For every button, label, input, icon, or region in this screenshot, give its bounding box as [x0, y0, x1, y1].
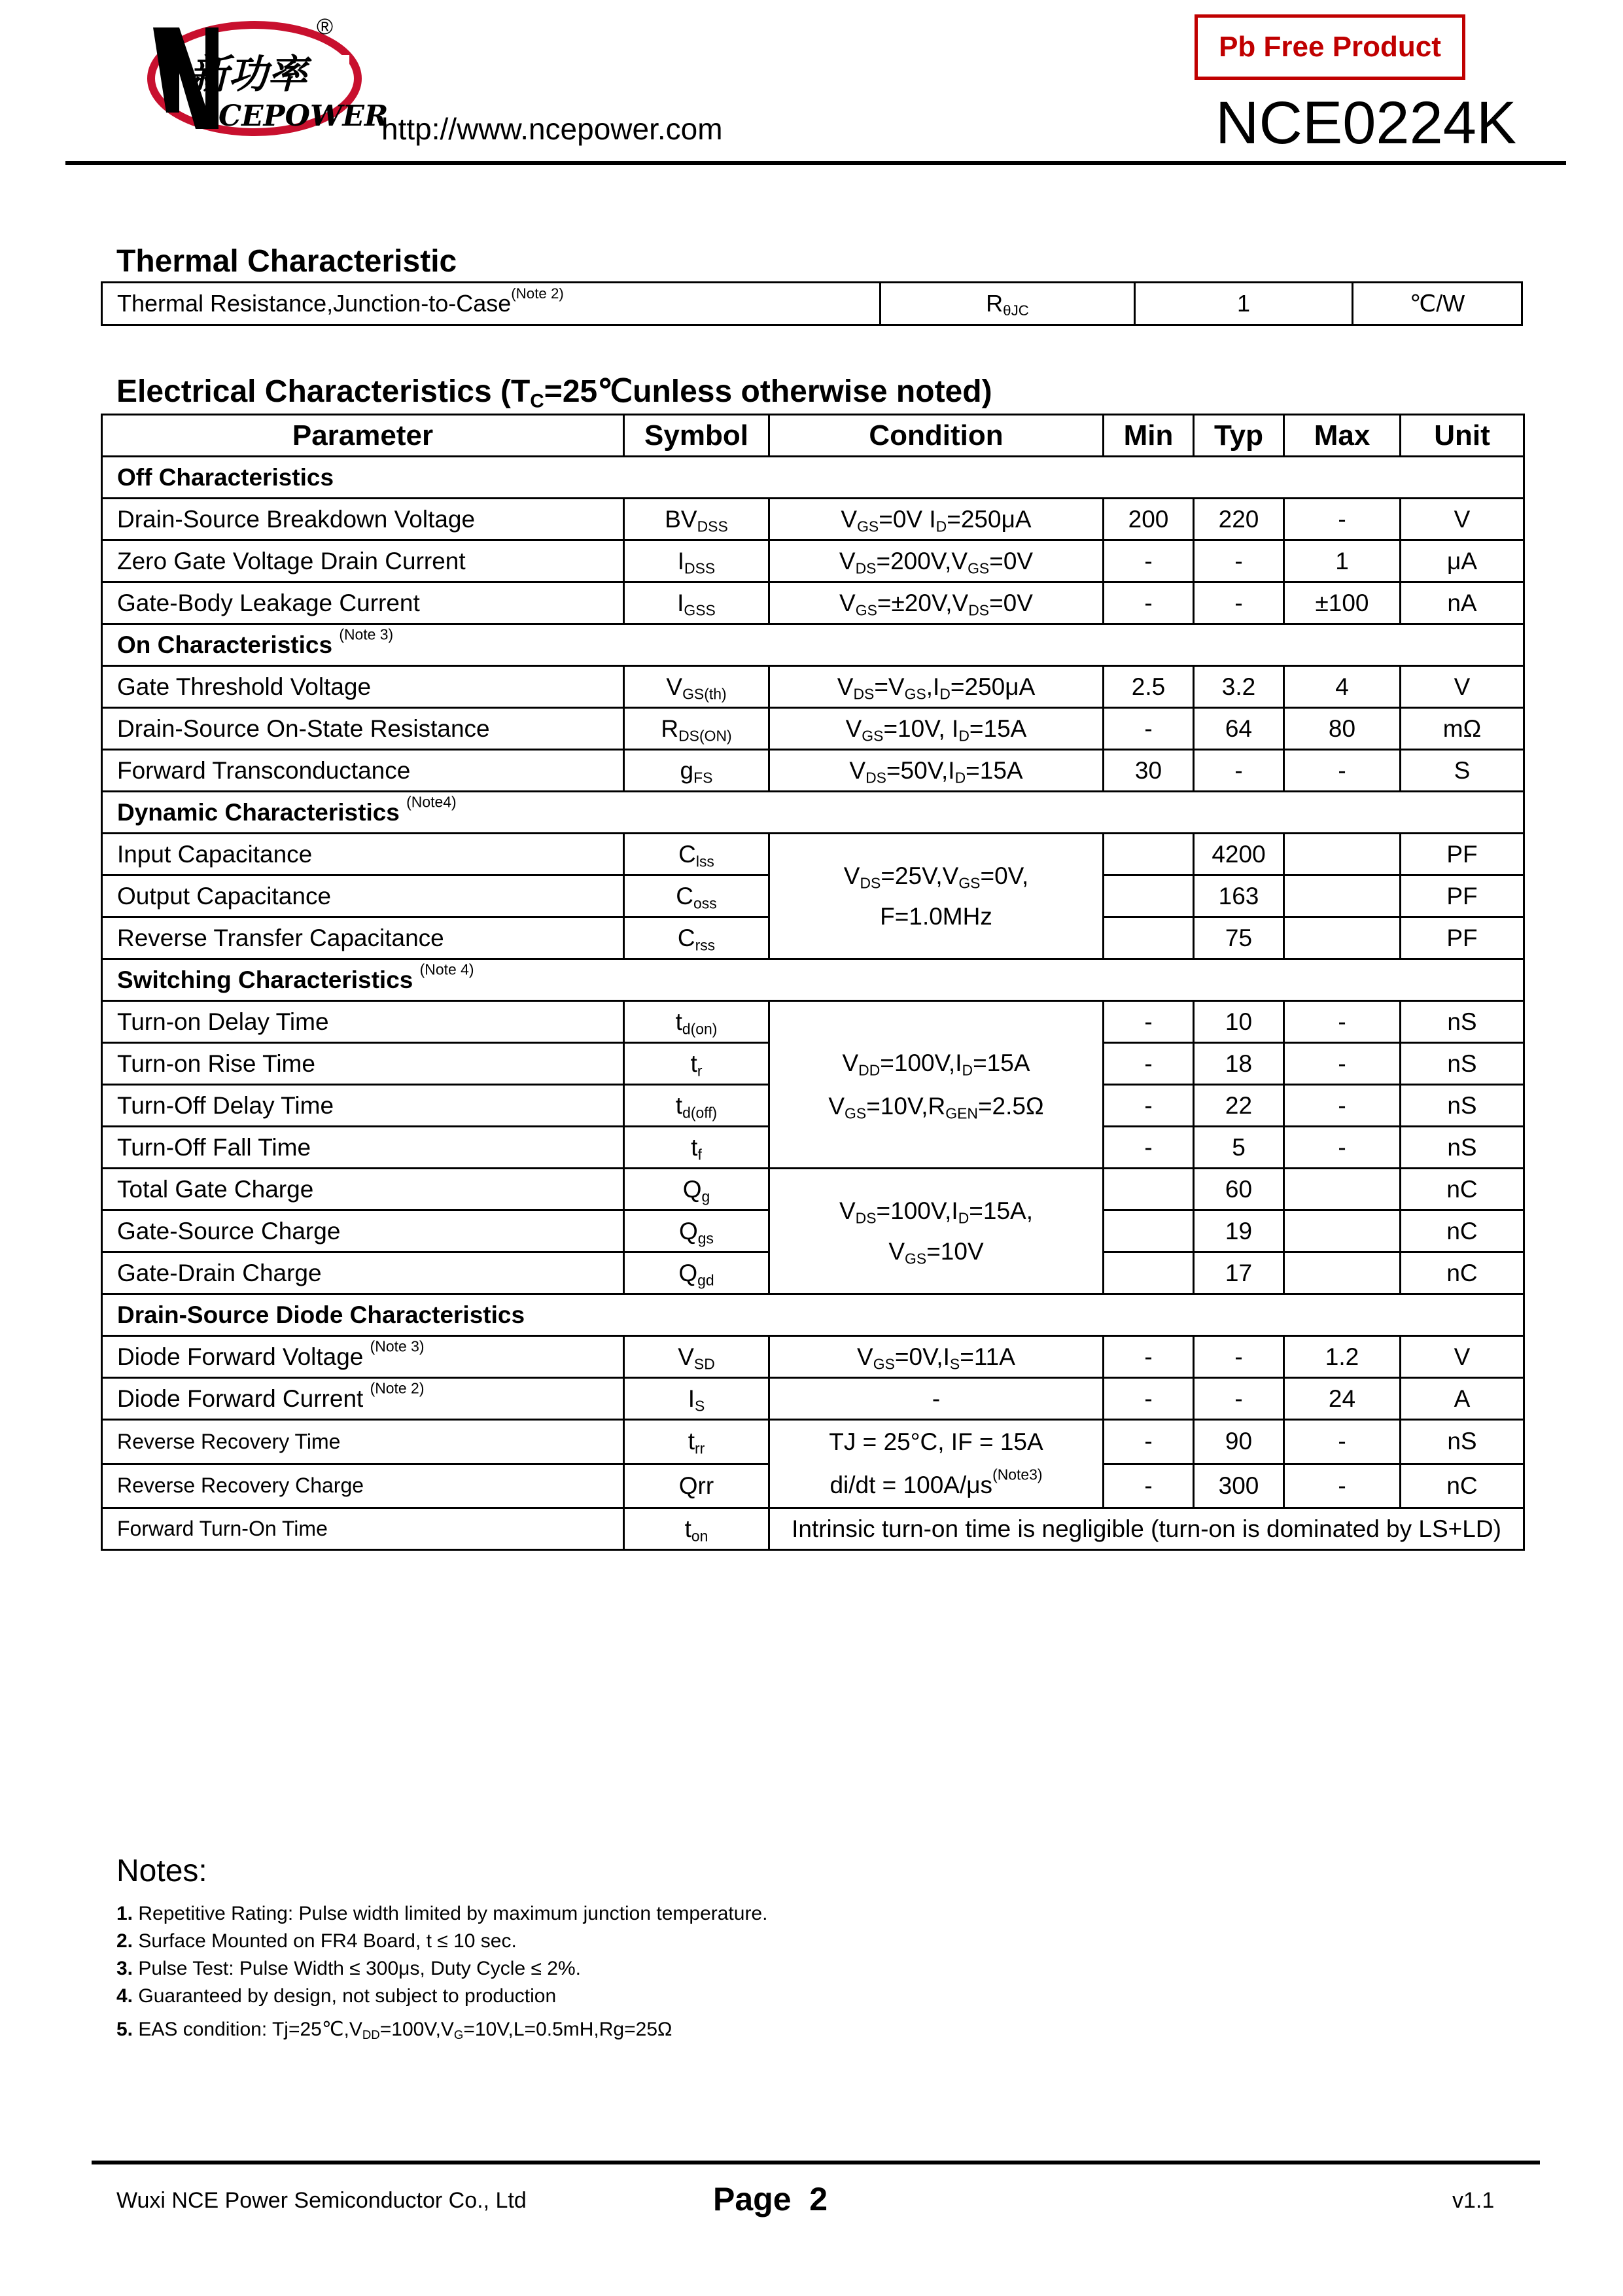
section-row: [102, 1294, 1524, 1336]
table-row: [102, 540, 1524, 582]
symbol-text: I: [677, 547, 685, 574]
param-text: Diode Forward Current: [117, 1385, 364, 1412]
max-cell: [1284, 1210, 1401, 1252]
param-cell: Drain-Source On-State Resistance: [102, 708, 624, 750]
symbol-sub: g: [701, 1187, 710, 1205]
symbol-cell: [624, 917, 769, 959]
section-label: [102, 959, 1524, 1001]
unit-cell: A: [1401, 1378, 1524, 1420]
condition-cell: $V_{DS}=V_{GS},I_D=250\mu A$: [769, 666, 1104, 708]
symbol-text: V: [678, 1343, 694, 1370]
symbol-sub: GSS: [684, 601, 716, 618]
note-text: Pulse Test: Pulse Width ≤ 300μs, Duty Cycle ≤ 2%.: [138, 1958, 581, 1979]
max-cell: [1284, 917, 1401, 959]
unit-cell: nC: [1401, 1464, 1524, 1508]
symbol-cell: [624, 1252, 769, 1294]
note-text: =10V,L=0.5mH,Rg=25Ω: [463, 2019, 672, 2040]
table-row: [102, 1508, 1524, 1550]
max-cell: 1: [1284, 540, 1401, 582]
param-cell: Turn-on Rise Time: [102, 1043, 624, 1085]
unit-cell: S: [1401, 750, 1524, 792]
typ-cell: 3.2: [1194, 666, 1284, 708]
note-text: EAS condition: Tj=25℃,V: [138, 2019, 362, 2040]
col-header: Unit: [1401, 415, 1524, 457]
unit-cell: mΩ: [1401, 708, 1524, 750]
section-text: On Characteristics: [117, 631, 333, 658]
param-cell: Gate-Drain Charge: [102, 1252, 624, 1294]
symbol-text: t: [675, 1091, 683, 1119]
part-number: NCE0224K: [1215, 90, 1517, 156]
symbol-cell: [624, 875, 769, 917]
typ-cell: 220: [1194, 499, 1284, 540]
param-cell: Turn-Off Delay Time: [102, 1085, 624, 1127]
param-cell: Forward Transconductance: [102, 750, 624, 792]
param-cell: [102, 1378, 624, 1420]
typ-cell: 17: [1194, 1252, 1284, 1294]
max-cell: [1284, 1252, 1401, 1294]
min-cell: -: [1104, 708, 1194, 750]
param-cell: Reverse Recovery Charge: [102, 1464, 624, 1508]
header-rule: [65, 161, 1566, 165]
thermal-param: [102, 283, 881, 325]
min-cell: -: [1104, 1420, 1194, 1464]
param-cell: Drain-Source Breakdown Voltage: [102, 499, 624, 540]
col-header: Typ: [1194, 415, 1284, 457]
max-cell: 1.2: [1284, 1336, 1401, 1378]
max-cell: -: [1284, 1464, 1401, 1508]
max-cell: -: [1284, 1420, 1401, 1464]
symbol-sub: r: [697, 1061, 703, 1079]
table-row: [102, 1420, 1524, 1464]
symbol-sub: DS(ON): [678, 726, 732, 744]
typ-cell: 300: [1194, 1464, 1284, 1508]
symbol-text: Q: [682, 1175, 702, 1203]
min-cell: [1104, 834, 1194, 875]
notes-title: Notes:: [116, 1854, 207, 1888]
symbol-text: V: [666, 673, 683, 700]
condition-cell: $V_{GS}=\pm 20V,V_{DS}=0V$: [769, 582, 1104, 624]
symbol-cell: [624, 750, 769, 792]
symbol-cell: [624, 666, 769, 708]
section-text: Switching Characteristics: [117, 966, 413, 993]
note-num: 1.: [116, 1903, 133, 1924]
symbol-sub: S: [694, 1396, 705, 1414]
website-url[interactable]: http://www.ncepower.com: [381, 112, 723, 146]
typ-cell: 18: [1194, 1043, 1284, 1085]
symbol-cell: [624, 1043, 769, 1085]
unit-cell: nC: [1401, 1169, 1524, 1210]
col-header: Condition: [769, 415, 1104, 457]
symbol-sub: θJC: [1003, 302, 1029, 319]
thermal-value: 1: [1135, 283, 1353, 325]
col-header: Max: [1284, 415, 1401, 457]
note-text: Surface Mounted on FR4 Board, t ≤ 10 sec.: [138, 1930, 517, 1952]
symbol-sub: SD: [693, 1354, 715, 1372]
title-part: =25℃unless otherwise noted): [544, 374, 992, 409]
min-cell: [1104, 875, 1194, 917]
min-cell: -: [1104, 1464, 1194, 1508]
table-row: [102, 666, 1524, 708]
symbol-sub: d(on): [682, 1019, 718, 1037]
section-label: [102, 624, 1524, 666]
symbol-cell: [624, 1001, 769, 1043]
note-item: [116, 2018, 672, 2041]
note-text: =100V,V: [379, 2019, 454, 2040]
note-ref: (Note4): [406, 792, 457, 810]
symbol-cell: [624, 540, 769, 582]
symbol-cell: [624, 1336, 769, 1378]
symbol-text: BV: [665, 505, 697, 533]
typ-cell: -: [1194, 582, 1284, 624]
section-row: [102, 457, 1524, 499]
symbol-text: t: [688, 1428, 695, 1455]
unit-cell: nC: [1401, 1210, 1524, 1252]
max-cell: [1284, 1169, 1401, 1210]
unit-cell: nS: [1401, 1127, 1524, 1169]
note-text: Repetitive Rating: Pulse width limited by maximum junction temperature.: [138, 1903, 768, 1924]
version-label: v1.1: [1452, 2188, 1495, 2213]
typ-cell: 90: [1194, 1420, 1284, 1464]
unit-cell: nS: [1401, 1001, 1524, 1043]
typ-cell: 163: [1194, 875, 1284, 917]
symbol-sub: on: [691, 1527, 708, 1544]
section-label: [102, 792, 1524, 834]
max-cell: 24: [1284, 1378, 1401, 1420]
symbol-sub: d(off): [682, 1103, 718, 1121]
min-cell: -: [1104, 1127, 1194, 1169]
symbol-sub: DSS: [697, 517, 728, 535]
table-row: [102, 582, 1524, 624]
page-number: Page 2: [713, 2181, 828, 2217]
max-cell: 4: [1284, 666, 1401, 708]
table-row: [102, 834, 1524, 875]
section-text: Dynamic Characteristics: [117, 798, 400, 826]
title-sub: C: [530, 390, 544, 412]
unit-cell: nA: [1401, 582, 1524, 624]
note-item: [116, 1958, 581, 1980]
unit-cell: nS: [1401, 1420, 1524, 1464]
min-cell: -: [1104, 1043, 1194, 1085]
note-item: [116, 1930, 517, 1952]
min-cell: -: [1104, 1378, 1194, 1420]
table-row: [102, 499, 1524, 540]
typ-cell: -: [1194, 540, 1284, 582]
symbol-text: C: [678, 840, 696, 868]
unit-cell: PF: [1401, 834, 1524, 875]
section-label: [102, 1294, 1524, 1336]
param-cell: Reverse Transfer Capacitance: [102, 917, 624, 959]
note-ref: (Note 2): [370, 1379, 425, 1396]
param-cell: Gate-Body Leakage Current: [102, 582, 624, 624]
symbol-cell: [624, 1508, 769, 1550]
typ-cell: 60: [1194, 1169, 1284, 1210]
col-header: Parameter: [102, 415, 624, 457]
symbol-text: C: [676, 882, 694, 910]
table-header-row: [102, 415, 1524, 457]
symbol-text: t: [690, 1050, 697, 1077]
max-cell: -: [1284, 499, 1401, 540]
table-row: [102, 1169, 1524, 1210]
table-row: [102, 750, 1524, 792]
max-cell: -: [1284, 1043, 1401, 1085]
param-text: Diode Forward Voltage: [117, 1343, 364, 1370]
min-cell: 200: [1104, 499, 1194, 540]
typ-cell: 10: [1194, 1001, 1284, 1043]
symbol-cell: [624, 1169, 769, 1210]
note-item: [116, 1985, 556, 2007]
symbol-sub: oss: [693, 894, 717, 911]
symbol-text: Q: [678, 1217, 698, 1245]
symbol-sub: rss: [695, 936, 716, 953]
max-cell: ±100: [1284, 582, 1401, 624]
param-cell: Zero Gate Voltage Drain Current: [102, 540, 624, 582]
section-text: Drain-Source Diode Characteristics: [117, 1301, 525, 1328]
min-cell: -: [1104, 582, 1194, 624]
condition-cell: $V_{GS}=10V$, $I_D=15A$: [769, 708, 1104, 750]
section-row: [102, 624, 1524, 666]
symbol-sub: f: [697, 1145, 702, 1163]
symbol-cell: [624, 1378, 769, 1420]
param-cell: Output Capacitance: [102, 875, 624, 917]
thermal-unit: ℃/W: [1353, 283, 1522, 325]
note-num: 4.: [116, 1985, 133, 2007]
table-row: [102, 708, 1524, 750]
note-item: [116, 1903, 767, 1925]
param-cell: Gate-Source Charge: [102, 1210, 624, 1252]
table-row: [102, 1001, 1524, 1043]
symbol-sub: gs: [697, 1229, 714, 1246]
table-row: [102, 1336, 1524, 1378]
symbol-text: I: [677, 589, 684, 616]
unit-cell: PF: [1401, 875, 1524, 917]
section-label: [102, 457, 1524, 499]
symbol-sub: rr: [695, 1439, 705, 1457]
max-cell: -: [1284, 1001, 1401, 1043]
unit-cell: V: [1401, 1336, 1524, 1378]
thermal-title: Thermal Characteristic: [116, 244, 457, 279]
symbol-text: R: [986, 290, 1003, 317]
min-cell: 30: [1104, 750, 1194, 792]
note-num: 5.: [116, 2019, 133, 2040]
note-ref: (Note 3): [370, 1337, 425, 1354]
electrical-title: [116, 373, 992, 410]
unit-cell: nS: [1401, 1085, 1524, 1127]
param-text: Thermal Resistance,Junction-to-Case: [117, 290, 512, 317]
unit-cell: μA: [1401, 540, 1524, 582]
col-header: Symbol: [624, 415, 769, 457]
symbol-sub: DSS: [684, 559, 716, 576]
min-cell: -: [1104, 1085, 1194, 1127]
symbol-cell: [624, 1085, 769, 1127]
symbol-text: R: [661, 715, 679, 742]
note-text: Guaranteed by design, not subject to production: [138, 1985, 557, 2007]
unit-cell: nS: [1401, 1043, 1524, 1085]
unit-cell: PF: [1401, 917, 1524, 959]
note-num: 3.: [116, 1958, 133, 1979]
symbol-text: t: [684, 1515, 691, 1542]
symbol-text: I: [688, 1385, 695, 1412]
note-sub: G: [453, 2028, 464, 2042]
min-cell: -: [1104, 1336, 1194, 1378]
param-cell: Turn-Off Fall Time: [102, 1127, 624, 1169]
thermal-table: [101, 281, 1523, 326]
condition-cell: $V_{DS}=200V,V_{GS}=0V$: [769, 540, 1104, 582]
thermal-symbol: [881, 283, 1135, 325]
symbol-sub: lss: [695, 852, 714, 870]
param-cell: Forward Turn-On Time: [102, 1508, 624, 1550]
condition-cell: $V_{GS}=0V$ $I_D=250\mu A$: [769, 499, 1104, 540]
typ-cell: 19: [1194, 1210, 1284, 1252]
typ-cell: 64: [1194, 708, 1284, 750]
param-cell: Reverse Recovery Time: [102, 1420, 624, 1464]
logo-en-text: CEPOWER: [218, 99, 389, 133]
condition-cell: $V_{DS}=25V,V_{GS}=0V$, F=1.0MHz: [769, 834, 1104, 959]
typ-cell: -: [1194, 1336, 1284, 1378]
note-num: 2.: [116, 1930, 133, 1952]
symbol-text: t: [691, 1133, 698, 1161]
param-cell: Gate Threshold Voltage: [102, 666, 624, 708]
col-header: Min: [1104, 415, 1194, 457]
pb-free-badge: Pb Free Product: [1195, 14, 1465, 80]
symbol-text: t: [675, 1008, 682, 1035]
max-cell: -: [1284, 1085, 1401, 1127]
param-cell: Turn-on Delay Time: [102, 1001, 624, 1043]
symbol-cell: [624, 1420, 769, 1464]
symbol-cell: [624, 834, 769, 875]
title-part: Electrical Characteristics (T: [116, 374, 531, 409]
unit-cell: V: [1401, 499, 1524, 540]
symbol-cell: [624, 499, 769, 540]
typ-cell: 4200: [1194, 834, 1284, 875]
note-sub: DD: [362, 2028, 380, 2042]
note-ref: (Note 3): [339, 625, 394, 643]
registered-mark: ®: [317, 14, 334, 39]
section-text: Off Characteristics: [117, 463, 334, 491]
max-cell: [1284, 834, 1401, 875]
min-cell: 2.5: [1104, 666, 1194, 708]
note-ref: (Note 4): [419, 960, 474, 978]
param-cell: Total Gate Charge: [102, 1169, 624, 1210]
max-cell: -: [1284, 1127, 1401, 1169]
symbol-sub: FS: [693, 768, 713, 786]
symbol-cell: [624, 1127, 769, 1169]
section-row: [102, 792, 1524, 834]
symbol-cell: [624, 1210, 769, 1252]
footer-rule: [92, 2161, 1540, 2164]
unit-cell: nC: [1401, 1252, 1524, 1294]
symbol-cell: [624, 708, 769, 750]
condition-cell: $V_{DS}=50V,I_D=15A$: [769, 750, 1104, 792]
typ-cell: 5: [1194, 1127, 1284, 1169]
max-cell: -: [1284, 750, 1401, 792]
typ-cell: -: [1194, 750, 1284, 792]
section-row: [102, 959, 1524, 1001]
min-cell: [1104, 1252, 1194, 1294]
min-cell: -: [1104, 1001, 1194, 1043]
symbol-text: g: [680, 756, 694, 784]
unit-cell: V: [1401, 666, 1524, 708]
symbol-sub: GS(th): [682, 684, 727, 702]
max-cell: 80: [1284, 708, 1401, 750]
condition-cell: $V_{DS}=100V,I_D=15A$, $V_{GS}=10V$: [769, 1169, 1104, 1294]
param-cell: Input Capacitance: [102, 834, 624, 875]
symbol-cell: Qrr: [624, 1464, 769, 1508]
condition-cell: $V_{GS}=0V,I_S=11A$: [769, 1336, 1104, 1378]
min-cell: -: [1104, 540, 1194, 582]
typ-cell: -: [1194, 1378, 1284, 1420]
footer-company: Wuxi NCE Power Semiconductor Co., Ltd: [116, 2188, 527, 2213]
electrical-table: [101, 414, 1525, 1551]
typ-cell: 22: [1194, 1085, 1284, 1127]
condition-cell: TJ = 25°C, IF = 15A $di/dt = 100A/\mu s^{(Note3)}$: [769, 1420, 1104, 1508]
symbol-sub: gd: [697, 1271, 714, 1288]
condition-cell: -: [769, 1378, 1104, 1420]
table-row: [102, 283, 1522, 325]
symbol-cell: [624, 582, 769, 624]
logo-cn-text: 新功率: [189, 52, 307, 97]
typ-cell: 75: [1194, 917, 1284, 959]
param-cell: [102, 1336, 624, 1378]
symbol-text: C: [677, 924, 695, 951]
condition-cell: Intrinsic turn-on time is negligible (turn-on is dominated by LS+LD): [769, 1508, 1524, 1550]
min-cell: [1104, 917, 1194, 959]
symbol-text: Q: [678, 1259, 698, 1286]
max-cell: [1284, 875, 1401, 917]
min-cell: [1104, 1210, 1194, 1252]
min-cell: [1104, 1169, 1194, 1210]
table-row: [102, 1378, 1524, 1420]
note-ref: (Note 2): [511, 285, 564, 302]
condition-cell: $V_{DD}=100V,I_D=15A$ $V_{GS}=10V,R_{GEN}=2.5\Omega$: [769, 1001, 1104, 1169]
